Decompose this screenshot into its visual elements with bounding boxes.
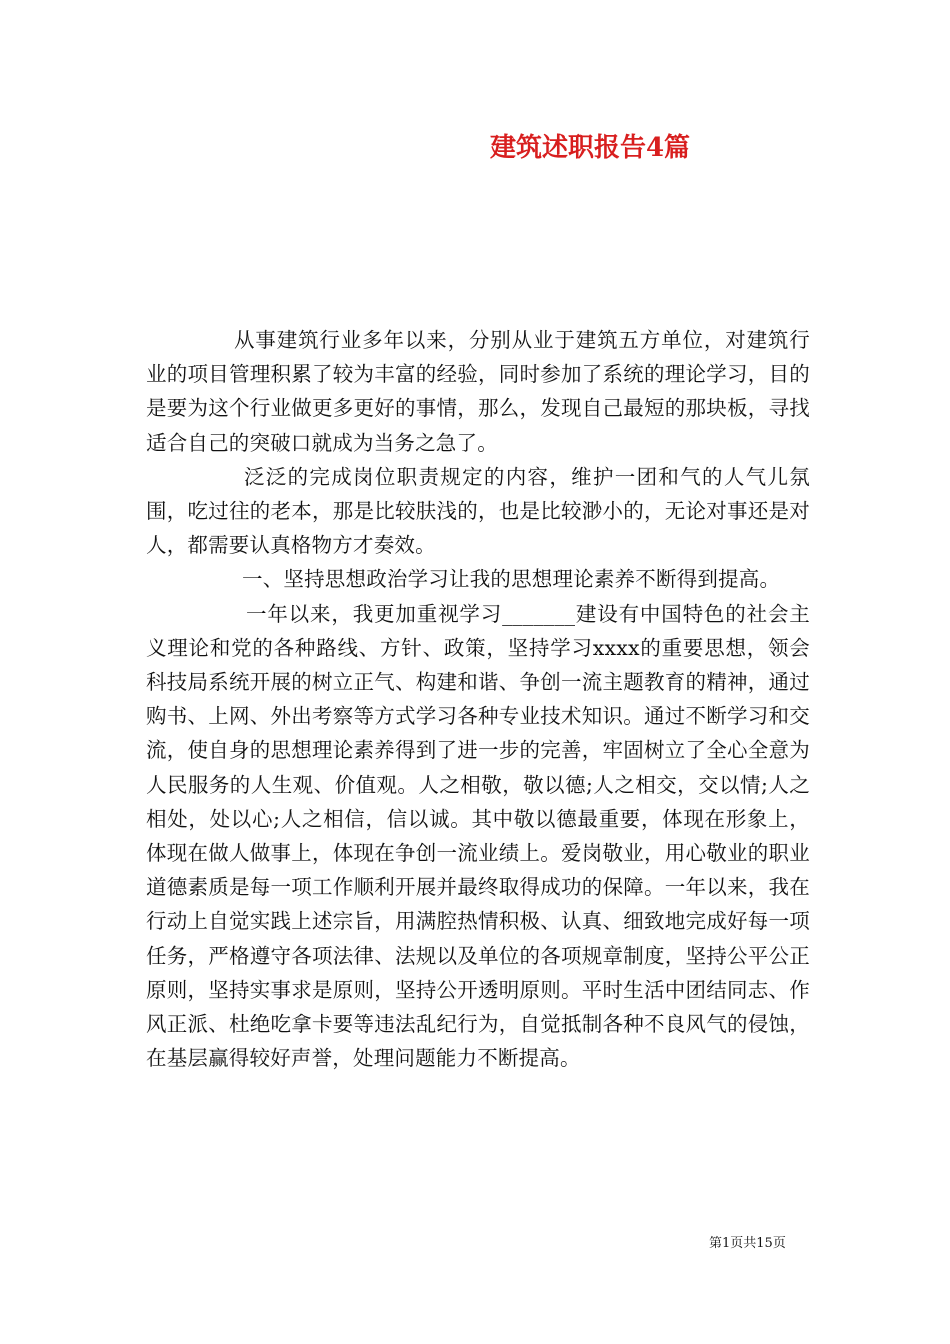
document-title: 建筑述职报告4篇 bbox=[489, 133, 691, 163]
section-heading-1: 一、坚持思想政治学习让我的思想理论素养不断得到提高。 bbox=[242, 567, 781, 592]
paragraph-attitude: 泛泛的完成岗位职责规定的内容，维护一团和气的人气儿氛围，吃过往的老本，那是比较肤浅的，也是比较渺小的，无论对事还是对人，都需要认真格物方才奏效。 bbox=[146, 464, 810, 558]
paragraph-study: 一年以来，我更加重视学习_______建设有中国特色的社会主义理论和党的各种路线、方针、政策，坚持学习xxxx的重要思想，领会科技局系统开展的树立正气、构建和谐、争创一流主题教育的精神，通过购书、上网、外出考察等方式学习各种专业技术知识。通过不断学习和交流，使自身的思想理论素养得到了进一步的完善，牢固树立了全心全意为人民服务的人生观、价值观。人之相敬，敬以德;人之相交，交以情;人之相处，处以心;人之相信，信以诚。其中敬以德最重要，体现在形象上，体现在做人做事上，体现在争创一流业绩上。爱岗敬业，用心敬业的职业道德素质是每一项工作顺利开展并最终取得成功的保障。一年以来，我在行动上自觉实践上述宗旨，用满腔热情积极、认真、细致地完成好每一项任务，严格遵守各项法律、法规以及单位的各项规章制度，坚持公平公正原则，坚持实事求是原则，坚持公开透明原则。平时生活中团结同志、作风正派、杜绝吃拿卡要等违法乱纪行为，自觉抵制各种不良风气的侵蚀，在基层赢得较好声誉，处理问题能力不断提高。 bbox=[146, 601, 810, 1071]
page-number: 第1页共15页 bbox=[709, 1236, 786, 1251]
paragraph-intro: 从事建筑行业多年以来，分别从业于建筑五方单位，对建筑行业的项目管理积累了较为丰富的经验，同时参加了系统的理论学习，目的是要为这个行业做更多更好的事情，那么，发现自己最短的那块板，寻找适合自己的突破口就成为当务之急了。 bbox=[146, 328, 810, 455]
document-body bbox=[146, 323, 810, 1075]
